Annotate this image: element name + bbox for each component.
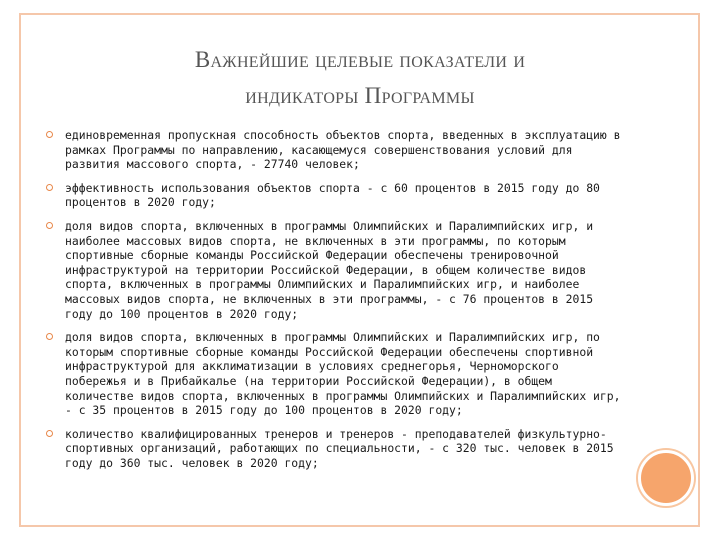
circle-bullet-icon bbox=[46, 430, 53, 437]
bullet-list bbox=[46, 128, 626, 479]
list-item-text: количество квалифицированных тренеров и тренеров - преподавателей физкультурно- спортивных организаций, работающих по специальности, - с 320 тыс. человек в 2015 году до 360 тыс. человек в 2020 году; bbox=[65, 426, 614, 470]
list-item bbox=[46, 219, 626, 321]
list-item-text: эффективность использования объектов спорта - с 60 процентов в 2015 году до 80 процентов в 2020 году; bbox=[65, 180, 600, 210]
list-item bbox=[46, 128, 626, 172]
slide-title bbox=[60, 42, 660, 114]
circle-bullet-icon bbox=[46, 333, 53, 340]
list-item bbox=[46, 330, 626, 418]
list-item-text: доля видов спорта, включенных в программы Олимпийских и Паралимпийских игр, и наиболее массовых видов спорта, не включенных в эти программы, по которым спортивные сборные команды Российской Федерации обеспечены тренировочной инфраструктурой на территории Российской Федерации, в общем количестве видов спорта, включенных в программы Олимпийских и Паралимпийских игр, и наиболее массовых видов спорта, не включенных в эти программы, - с 76 процентов в 2015 году до 100 процентов в 2020 году; bbox=[65, 218, 594, 321]
list-item-text: единовременная пропускная способность объектов спорта, введенных в эксплуатацию в рамках Программы по направлению, касающемуся совершенствования условий для развития массового спорта, - 27740 человек; bbox=[65, 128, 621, 172]
list-item-text: доля видов спорта, включенных в программы Олимпийских и Паралимпийских игр, по которым спортивные сборные команды Российской Федерации обеспечены спортивной инфраструктурой для акклиматизации в условиях среднегорья, Черноморского побережья и в Прибайкалье (на территории Российской Федерации), в общем количестве видов спорта, включенных в программы Олимпийских и Паралимпийских игр, - с 35 процентов в 2015 году до 100 процентов в 2020 году; bbox=[65, 330, 621, 418]
list-item bbox=[46, 181, 626, 210]
list-item bbox=[46, 427, 626, 471]
circle-bullet-icon bbox=[46, 184, 53, 191]
title-line-1: Важнейшие целевые показатели и bbox=[194, 47, 526, 72]
circle-bullet-icon bbox=[46, 222, 53, 229]
title-line-2: индикаторы Программы bbox=[245, 83, 475, 108]
decorative-circle-icon bbox=[638, 450, 694, 506]
circle-bullet-icon bbox=[46, 131, 53, 138]
